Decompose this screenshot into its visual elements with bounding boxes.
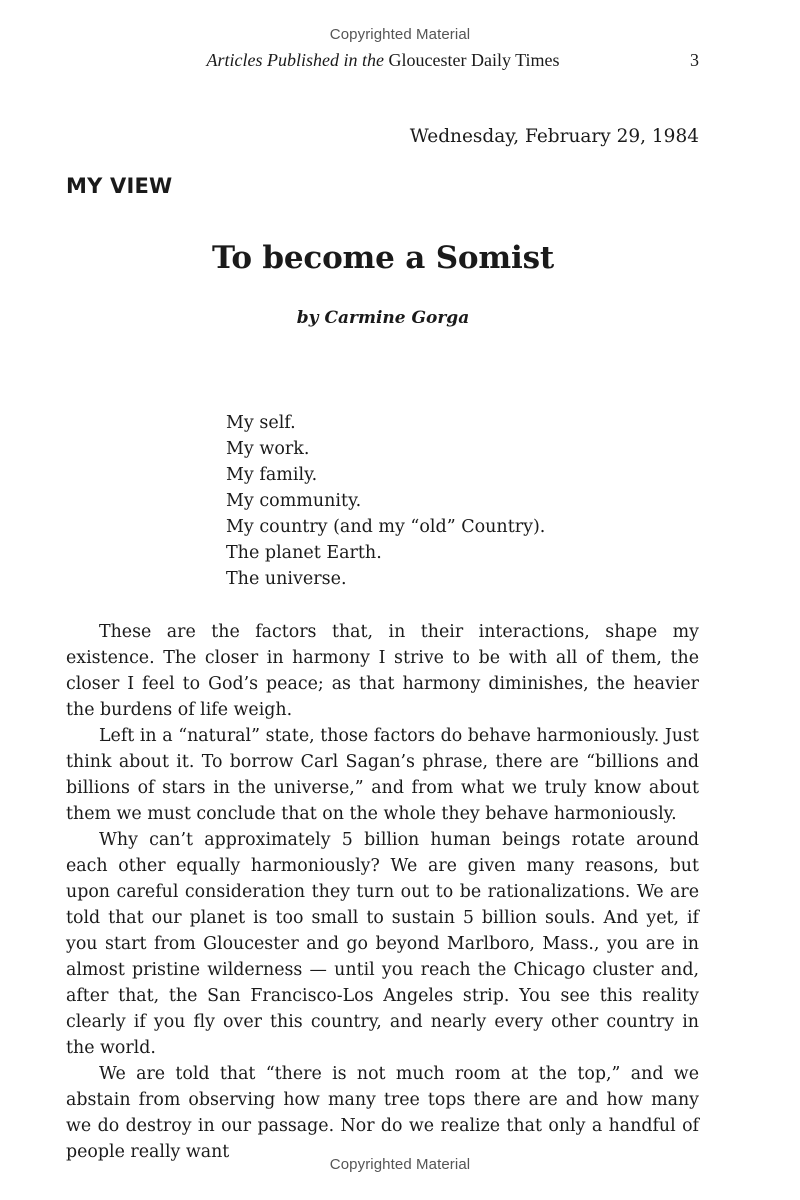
verse-line: The universe. [226,569,347,589]
verse-line: My community. [226,491,362,511]
copyright-watermark-bottom: Copyrighted Material [329,1156,471,1173]
body-paragraph: Why can’t approximately 5 billion human beings rotate around each other equally harmoniously? We are given many reasons, but upon careful consideration they turn out to be rationalizations. We are told that our planet is too small to sustain 5 billion souls. And yet, if you start from Gloucester and go beyond Marlboro, Mass., you are in almost pristine wilderness — until you reach the Chicago cluster and, after that, the San Francisco-Los Angeles strip. You see this reality clearly if you fly over this country, and nearly every other country in the world. [66,830,699,1058]
body-paragraph: Left in a “natural” state, those factors do behave harmoniously. Just think about it. To borrow Carl Sagan’s phrase, there are “billions and billions of stars in the universe,” and from what we truly know about them we must conclude that on the whole they behave harmoniously. [66,726,699,824]
body-paragraph: We are told that “there is not much room at the top,” and we abstain from observing how many tree tops there are and how many we do destroy in our passage. Nor do we realize that only a handful of people really want [66,1064,699,1162]
running-head-title [0,50,766,71]
page-number: 3 [690,50,699,70]
article-body [66,619,699,1165]
running-head [0,50,800,74]
article-headline: To become a Somist [212,240,554,276]
article-date: Wednesday, February 29, 1984 [409,126,699,147]
verse-line: My family. [226,465,318,485]
copyright-watermark-top: Copyrighted Material [329,26,471,43]
running-head-publication: Gloucester Daily Times [388,50,560,70]
running-head-italic: Articles Published in the [206,50,384,70]
section-label: MY VIEW [66,174,173,198]
body-paragraph: These are the factors that, in their interactions, shape my existence. The closer in harmony I strive to be with all of them, the closer I feel to God’s peace; as that harmony diminishes, the heavier the burdens of life weigh. [66,622,699,720]
article-byline: by Carmine Gorga [296,308,470,328]
verse-list [226,410,545,592]
verse-line: The planet Earth. [226,543,382,563]
verse-line: My country (and my “old” Country). [226,517,546,537]
verse-line: My self. [226,413,296,433]
verse-line: My work. [226,439,310,459]
